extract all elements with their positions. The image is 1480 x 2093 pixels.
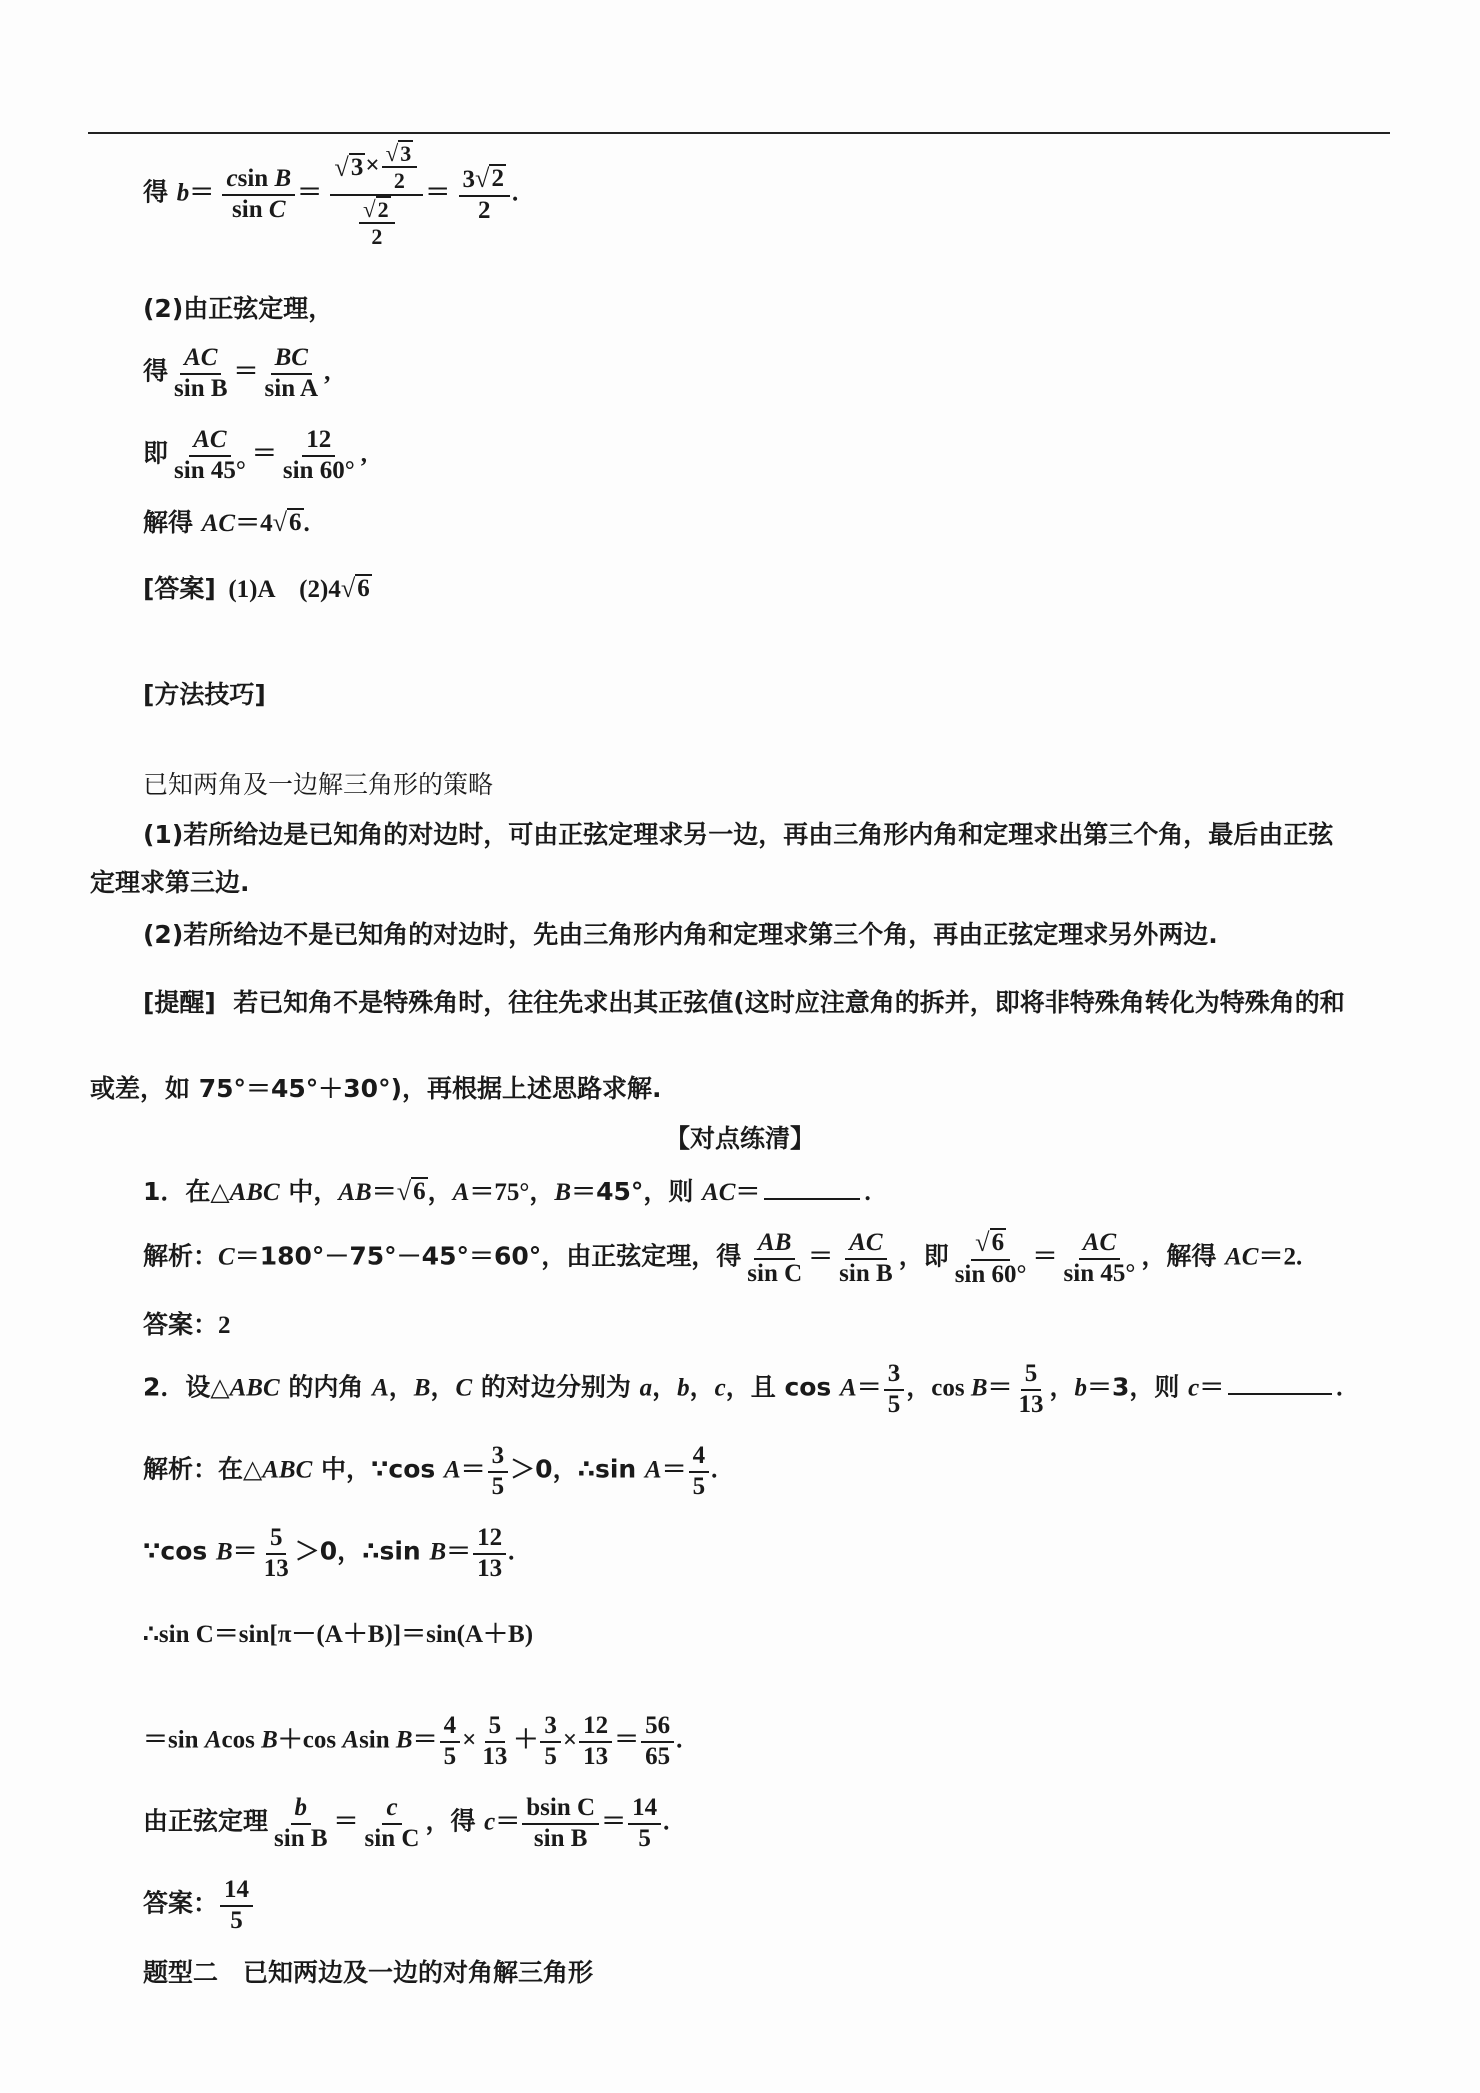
tip-line1: [提醒] 若已知角不是特殊角时，往往先求出其正弦值(这时应注意角的拆并，即将非特殊角转化为特殊角的和 [143,988,1345,1017]
answer-1: [答案] (1)A (2)4 √ 6 [143,574,370,603]
solution-2-line2: ∵cos B＝ $\frac{5}{13}$ ＞0，∴sin B＝ $\frac{12}{13}$ . [143,1524,515,1582]
method-heading: [方法技巧] [143,680,266,709]
b-derivation: 得 b＝ $\frac{\text{csin B}}{\text{sin C}}$ ＝ √ 3 × √ 3 2 √ 2 2 ＝ 3 √ 2 2 . [143,140,519,249]
answer-q1: 答案：2 [143,1310,231,1339]
solution-2-line5: 由正弦定理 $\frac{b}{\text{sin B}}$ ＝ $\frac{c}{\text{sin C}}$ ，得 c＝ $\frac{\text{bsin C}}{\text{sin B}}$ ＝ $\frac{14}{5}$ . [143,1794,670,1852]
method-p1-line2: 定理求第三边. [90,868,250,897]
part2-solve: 解得 AC＝4 √ 6 . [143,508,310,537]
fraction-result: 3 √ 2 2 [459,164,510,226]
question-2: 2．设△ABC 的内角 A，B，C 的对边分别为 a，b，c，且 cos A＝ $\frac{3}{5}$ ，cos B＝ $\frac{5}{13}$ ，b＝3，则 c＝ . [143,1360,1343,1418]
tip-line2: 或差，如 75°＝45°＋30°)，再根据上述思路求解. [90,1074,662,1103]
part2-eq2: 即 $\frac{AC}{\sin 45^\circ}$ ＝ $\frac{12}{\sin 60^\circ}$ , [143,426,367,484]
answer-q2: 答案： $\frac{14}{5}$ [143,1876,255,1936]
fraction-csinB-sinC: $\frac{\text{csin B}}{\text{sin C}}$ [222,165,295,225]
practice-heading: 【对点练清】 [664,1124,815,1153]
answer-blank-2 [1228,1371,1332,1395]
solution-2-line1: 解析：在△ABC 中，∵cos A＝ $\frac{3}{5}$ ＞0，∴sin A＝ $\frac{4}{5}$ . [143,1442,718,1500]
answer-blank-1 [764,1176,860,1200]
method-p1-line1: (1)若所给边是已知角的对边时，可由正弦定理求另一边，再由三角形内角和定理求出第三个角，最后由正弦 [143,820,1334,849]
nested-fraction: √ 3 × √ 3 2 √ 2 2 [330,140,423,249]
header-rule [88,132,1390,134]
solution-1: 解析：C＝180°－75°－45°＝60°，由正弦定理，得 $\frac{AB}{\text{sin C}}$ ＝ $\frac{AC}{\text{sin B}}$ ，即 √ 6 sin 60° ＝ $\frac{AC}{\sin 45^\circ}$ ，解得 AC＝2. [143,1228,1303,1288]
question-1: 1．在△ABC 中，AB＝ √ 6 ，A＝75°，B＝45°，则 AC＝ . [143,1177,871,1206]
part2-eq1: 得 $\frac{AC}{\text{sin B}}$ ＝ $\frac{BC}{\text{sin A}}$ , [143,344,331,402]
method-p2: (2)若所给边不是已知角的对边时，先由三角形内角和定理求第三个角，再由正弦定理求另外两边. [143,920,1218,949]
section-title: 题型二 已知两边及一边的对角解三角形 [143,1958,594,1987]
solution-2-line4: ＝sin Acos B＋cos Asin B＝ $\frac{4}{5}$ × $\frac{5}{13}$ ＋ $\frac{3}{5}$ × $\frac{12}{13}$ ＝ $\frac{56}{65}$ . [143,1712,683,1770]
method-subtitle: 已知两角及一边解三角形的策略 [143,770,494,799]
part2-title: (2)由正弦定理， [143,294,334,323]
solution-2-line3: ∴sin C＝sin[π－(A＋B)]＝sin(A＋B) [143,1621,534,1648]
